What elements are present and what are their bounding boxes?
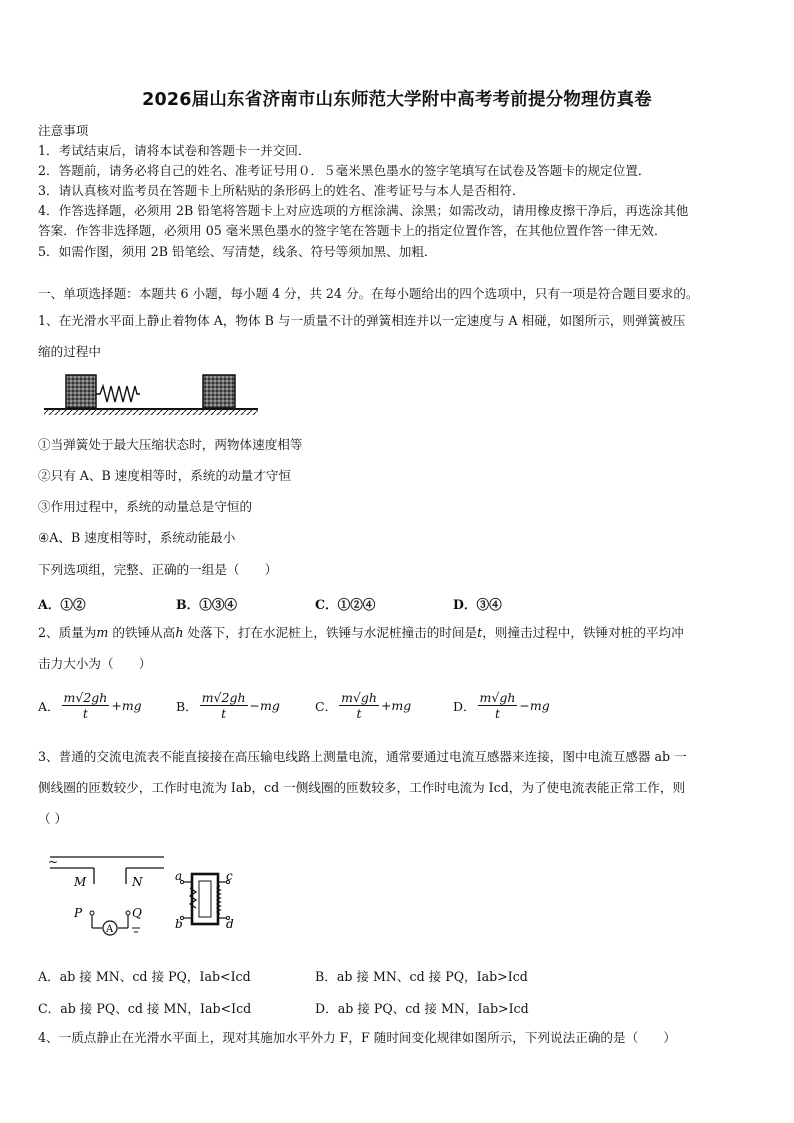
block-b [66,375,96,408]
fraction-denominator: t [82,706,88,721]
q1-figure [40,370,270,418]
block-a [203,375,235,408]
q3-circuit-figure [44,846,244,946]
label-a: a [175,869,183,883]
notice-item: 2．答题前，请务必将自己的姓名、准考证号用０．５毫米黑色墨水的签字笔填写在试卷及答题卡的规定位置． [38,163,651,178]
notice-item: 3．请认真核对监考员在答题卡上所粘贴的条形码上的姓名、准考证号与本人是否相符． [38,183,525,198]
q1-statement: ②只有 A、B 速度相等时，系统的动量才守恒 [38,468,292,483]
q1-option-d[interactable]: D．③④ [453,597,502,612]
fraction-denominator: t [356,706,362,721]
notice-item: 5．如需作图，须用 2B 铅笔绘、写清楚，线条、符号等须加黑、加粗． [38,244,437,259]
q1-prompt: 下列选项组，完整、正确的一组是（ ） [38,562,278,577]
ac-symbol: ~ [48,855,59,869]
svg-text:A: A [106,924,114,935]
q4-stem: 4、一质点静止在光滑水平面上，现对其施加水平外力 F，F 随时间变化规律如图所示，下列说法正确的是（ ） [38,1030,676,1045]
q1-stem: 缩的过程中 [38,344,101,359]
q3-option-b[interactable]: B．ab 接 MN、cd 接 PQ，Iab>Icd [315,969,528,984]
q2-option-c[interactable]: C． $\frac{m√gh}{t}$ +mg [315,690,412,721]
q1-option-b[interactable]: B．①③④ [176,597,238,612]
q1-statement: ④A、B 速度相等时，系统动能最小 [38,530,236,545]
q3-option-c[interactable]: C．ab 接 PQ、cd 接 MN，Iab<Icd [38,1001,252,1016]
section-heading: 一、单项选择题：本题共 6 小题，每小题 4 分，共 24 分。在每小题给出的四个选项中，只有一项是符合题目要求的。 [38,286,699,301]
notice-item: 答案．作答非选择题，必须用 05 毫米黑色墨水的签字笔在答题卡上的指定位置作答，在其他位置作答一律无效． [38,223,667,238]
fraction-denominator: t [221,706,227,721]
q2-option-d[interactable]: D． $\frac{m√gh}{t}$ −mg [453,690,550,721]
spring [96,386,140,402]
fraction-numerator: m√gh [479,690,516,705]
q2-stem: 2、质量为m 的铁锤从高h 处落下，打在水泥桩上，铁锤与水泥桩撞击的时间是t，则撞击过程中，铁锤对桩的平均冲 [38,625,684,640]
q1-option-a[interactable]: A．①② [38,597,86,612]
notice-item: 1．考试结束后，请将本试卷和答题卡一并交回． [38,143,311,158]
q2-stem: 击力大小为（ ） [38,656,152,671]
q1-statement: ③作用过程中，系统的动量总是守恒的 [38,499,253,514]
q2-option-a[interactable]: A． $\frac{m√2gh}{t}$ +mg [38,690,142,721]
q3-stem: 3、普通的交流电流表不能直接接在高压输电线路上测量电流，通常要通过电流互感器来连接，图中电流互感器 ab 一 [38,749,687,764]
q1-option-c[interactable]: C．①②④ [315,597,376,612]
notice-item: 4．作答选择题，必须用 2B 铅笔将答题卡上对应选项的方框涂满、涂黑；如需改动，请用橡皮擦干净后，再选涂其他 [38,203,689,218]
ground-hatch [44,409,258,415]
q1-stem: 1、在光滑水平面上静止着物体 A，物体 B 与一质量不计的弹簧相连并以一定速度与 A 相碰，如图所示，则弹簧被压 [38,313,686,328]
fraction-numerator: m√2gh [63,690,108,705]
label-M: M [74,875,87,889]
label-P: P [74,906,83,920]
q3-stem: 侧线圈的匝数较少，工作时电流为 Iab，cd 一侧线圈的匝数较多，工作时电流为 Icd，为了使电流表能正常工作，则 [38,780,686,795]
q2-option-b[interactable]: B． $\frac{m√2gh}{t}$ −mg [176,690,280,721]
label-c: c [226,869,233,883]
fraction-numerator: m√gh [341,690,377,705]
page-title: 2026届山东省济南市山东师范大学附中高考考前提分物理仿真卷 [142,90,652,110]
notice-heading: 注意事项 [38,123,89,138]
fraction-denominator: t [494,706,500,721]
q3-stem: （ ） [38,811,68,826]
label-Q: Q [132,906,142,920]
label-b: b [175,917,183,931]
label-d: d [226,917,234,931]
label-N: N [132,875,143,889]
q3-option-d[interactable]: D．ab 接 PQ、cd 接 MN，Iab>Icd [315,1001,529,1016]
q3-option-a[interactable]: A．ab 接 MN、cd 接 PQ，Iab<Icd [38,969,251,984]
fraction-numerator: m√2gh [201,690,246,705]
q1-statement: ①当弹簧处于最大压缩状态时，两物体速度相等 [38,437,303,452]
